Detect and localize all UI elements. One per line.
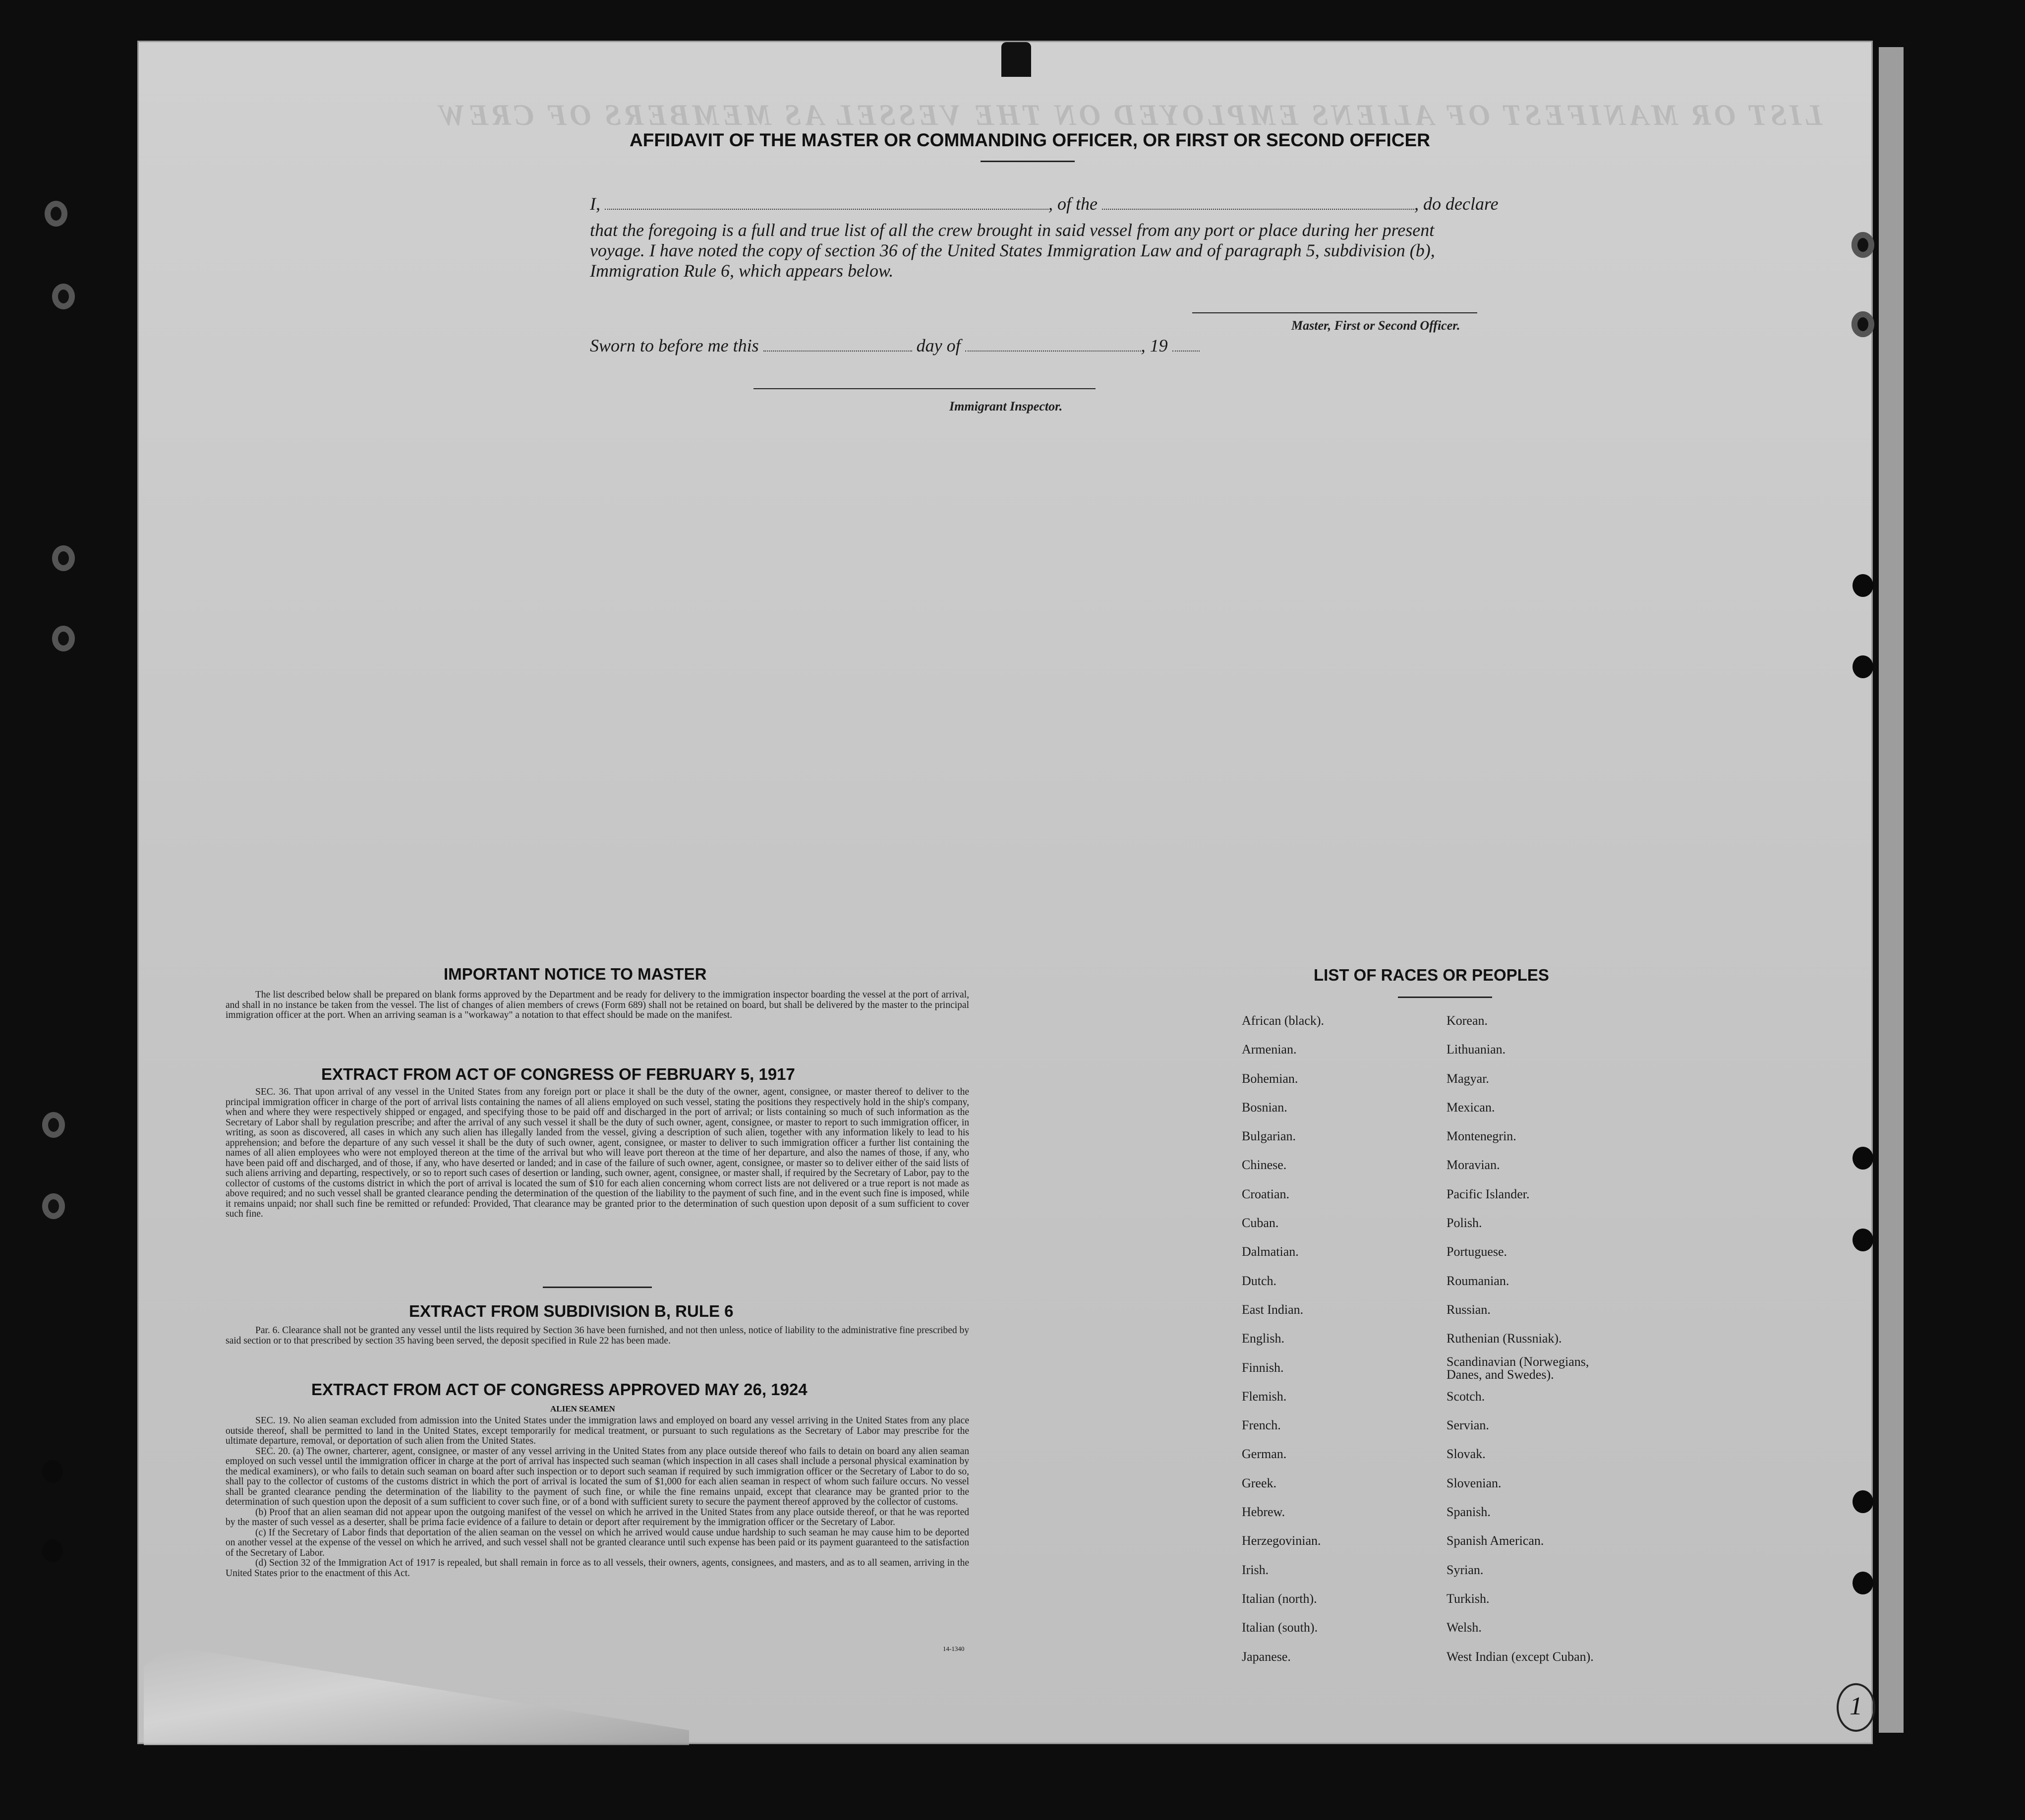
race-entry: French. <box>1242 1418 1281 1433</box>
underlying-sheet-edge <box>1879 47 1904 1733</box>
race-entry: Servian. <box>1446 1418 1489 1433</box>
sec-20b-paragraph: (b) Proof that an alien seaman did not appear upon the outgoing manifest of the vessel on which he arrived in the United States from any place outside thereof, or that he was reported by the master of such vessel as a deserter, shall be prima facie evidence of a failure to detain or deport after requirement by the immigration officer or the Secretary of Labor. <box>226 1507 969 1527</box>
race-entry: Finnish. <box>1242 1360 1284 1375</box>
races-title: LIST OF RACES OR PEOPLES <box>1314 966 1549 984</box>
binder-hole <box>42 1539 63 1562</box>
extract-rule6-text <box>226 1326 969 1346</box>
race-entry: Pacific Islander. <box>1446 1186 1530 1201</box>
extract-1917-text <box>226 1087 969 1220</box>
notice-paragraph: The list described below shall be prepared on blank forms approved by the Department and be ready for delivery to the immigration inspector boarding the vessel at the port of arrival, and shall in no instance be taken from the vessel. The list of changes of alien members of crews (Form 689) shall not be retained on board, but shall be delivered by the master to the principal immigration officer at the port. When an arriving seaman is a "workaway" a notation to that effect should be made on the manifest. <box>226 990 969 1020</box>
sec-20c-paragraph: (c) If the Secretary of Labor finds that deportation of the alien seaman on the vessel on which he arrived would cause undue hardship to such seaman he may cause him to be deported on another vessel at the expense of the vessel on which he arrived, and such vessel shall not be granted clearance until such expense has been paid or its payment guaranteed to the satisfaction of the Secretary of Labor. <box>226 1527 969 1558</box>
race-entry: English. <box>1242 1331 1284 1346</box>
master-signature-line[interactable] <box>1192 312 1477 313</box>
extract-1917-title: EXTRACT FROM ACT OF CONGRESS OF FEBRUARY 5, 1917 <box>321 1065 795 1083</box>
race-entry: Cuban. <box>1242 1216 1279 1231</box>
page-number-mark: 1 <box>1837 1683 1875 1732</box>
extract-rule6-paragraph: Par. 6. Clearance shall not be granted any vessel until the lists required by Section 36 have been furnished, and not then unless, notice of liability to the administrative fine prescribed by said section or to that prescribed by section 35 having been served, the deposit specified in Rule 22 has been made. <box>226 1325 969 1346</box>
race-entry: Greek. <box>1242 1475 1277 1490</box>
affidavit-declare: , do declare <box>1414 194 1499 214</box>
extract-1924-text <box>226 1416 969 1579</box>
notice-text <box>226 990 969 1021</box>
affidavit-of-the: , of the <box>1048 194 1098 214</box>
races-column-1 <box>1242 1006 1324 1671</box>
extract-1917-paragraph: SEC. 36. That upon arrival of any vessel in the United States from any foreign port or place it shall be the duty of the owner, agent, consignee, or master thereof to deliver to the principal immigration officer in charge of the port of arrival lists containing the names of all aliens employed on such vessel, stating the positions they respectively hold in the ship's company, when and where they were respectively shipped or engaged, and specifying those to be paid off and discharged in the port of arrival; or lists containing so much of such information as the Secretary of Labor shall by regulation prescribe; and after the arrival of any such vessel it shall be the duty of such owner, agent, consignee, or master to report to such immigration officer, in writing, as soon as discovered, all cases in which any such alien has illegally landed from the vessel, giving a description of such alien, together with any information likely to lead to his apprehension; and before the departure of any such vessel it shall be the duty of such owner, agent, consignee, or master to deliver to such immigration officer a further list containing the names of all alien employees who were not employed thereon at the time of the arrival but who will leave port thereon at the time of her departure, and also the names of those, if any, who have been paid off and discharged, and of those, if any, who have deserted or landed; and in case of the failure of such owner, agent, consignee, or master so to deliver either of the said lists of such aliens arriving and departing, respectively, or so to report such cases of desertion or landing, such owner, agent, consignee, or master shall, if required by the Secretary of Labor, pay to the collector of customs of the customs district in which the port of arrival is located the sum of $10 for each alien concerning whom correct lists are not delivered or a true report is not made as above required; and no such vessel shall be granted clearance pending the determination of the question of the liability to the payment of such fine, and in the event such fine is imposed, while it remains unpaid; nor shall such fine be remitted or refunded: Provided, That clearance may be granted prior to the determination of such question upon deposit of a sum sufficient to cover such fine. <box>226 1087 969 1219</box>
binder-hole <box>1852 574 1873 597</box>
affidavit-line-1 <box>590 193 1499 214</box>
race-entry: Italian (north). <box>1242 1591 1317 1606</box>
race-entry: West Indian (except Cuban). <box>1446 1649 1594 1664</box>
race-entry: Mexican. <box>1446 1100 1495 1115</box>
race-entry: Bulgarian. <box>1242 1129 1296 1144</box>
race-entry: Hebrew. <box>1242 1505 1285 1520</box>
inspector-label: Immigrant Inspector. <box>949 399 1063 413</box>
race-entry: Flemish. <box>1242 1389 1287 1404</box>
binder-hole <box>1852 1229 1873 1251</box>
binder-hole <box>1852 1147 1873 1170</box>
bleed-through-header: LIST OR MANIFEST OF ALIENS EMPLOYED ON THE VESSEL AS MEMBERS OF CREW <box>436 99 1823 131</box>
race-entry: Dalmatian. <box>1242 1244 1299 1259</box>
sworn-day-blank[interactable] <box>763 351 912 352</box>
binder-hole <box>1851 232 1874 258</box>
race-entry: Bosnian. <box>1242 1100 1287 1115</box>
race-entry: Syrian. <box>1446 1562 1484 1577</box>
race-entry: Irish. <box>1242 1562 1269 1577</box>
sworn-prefix: Sworn to before me this <box>590 336 759 355</box>
binder-hole <box>52 545 75 571</box>
binder-hole <box>1852 655 1873 678</box>
race-entry: Scotch. <box>1446 1389 1485 1404</box>
race-entry: Bohemian. <box>1242 1071 1298 1086</box>
race-entry: Spanish. <box>1446 1505 1491 1520</box>
race-entry: Dutch. <box>1242 1273 1277 1288</box>
race-entry: German. <box>1242 1447 1287 1462</box>
race-entry: Russian. <box>1446 1302 1491 1317</box>
race-entry: Italian (south). <box>1242 1620 1318 1635</box>
races-column-2 <box>1446 1006 1625 1671</box>
affidavit-title: AFFIDAVIT OF THE MASTER OR COMMANDING OFFICER, OR FIRST OR SECOND OFFICER <box>630 130 1430 150</box>
title-rule <box>981 161 1075 162</box>
race-entry: Scandinavian (Norwegians, Danes, and Swedes). <box>1446 1354 1589 1382</box>
affidavit-line-2: that the foregoing is a full and true list of all the crew brought in said vessel from any port or place during her present <box>590 220 1435 240</box>
sworn-line <box>590 335 1200 356</box>
race-entry: Korean. <box>1446 1013 1488 1028</box>
affidavit-line-3: voyage. I have noted the copy of section 36 of the United States Immigration Law and of paragraph 5, subdivision (b), <box>590 240 1435 260</box>
sec-19-paragraph: SEC. 19. No alien seaman excluded from admission into the United States under the immigration laws and employed on board any vessel arriving in the United States from any place outside thereof, shall be permitted to land in the United States, except temporarily for medical treatment, or pursuant to such regulations as the Secretary of Labor may prescribe for the ultimate departure, removal, or deportation of such alien from the United States. <box>226 1415 969 1446</box>
race-entry: Spanish American. <box>1446 1533 1544 1548</box>
race-entry: East Indian. <box>1242 1302 1304 1317</box>
binder-hole <box>52 284 75 309</box>
master-label: Master, First or Second Officer. <box>1291 318 1460 333</box>
race-entry: Portuguese. <box>1446 1244 1507 1259</box>
binder-hole <box>52 626 75 651</box>
sworn-day-of: day of <box>916 336 961 355</box>
binder-hole <box>1852 1572 1873 1594</box>
race-entry: Polish. <box>1446 1216 1482 1231</box>
sworn-year: , 19 <box>1141 336 1168 355</box>
binder-hole <box>1852 1490 1873 1513</box>
section-divider <box>543 1287 652 1288</box>
race-entry: Welsh. <box>1446 1620 1482 1635</box>
race-entry: Magyar. <box>1446 1071 1489 1086</box>
binder-hole <box>42 1112 65 1138</box>
race-entry: Slovenian. <box>1446 1475 1502 1490</box>
race-entry: Japanese. <box>1242 1649 1291 1664</box>
binder-hole <box>1851 311 1874 337</box>
race-entry: Herzegovinian. <box>1242 1533 1321 1548</box>
race-entry: Turkish. <box>1446 1591 1490 1606</box>
sworn-month-blank[interactable] <box>965 351 1141 352</box>
race-entry: African (black). <box>1242 1013 1325 1028</box>
race-entry: Armenian. <box>1242 1042 1297 1057</box>
race-entry: Montenegrin. <box>1446 1129 1516 1144</box>
affidavit-i: I, <box>590 194 600 214</box>
race-entry: Chinese. <box>1242 1158 1287 1173</box>
inspector-signature-line[interactable] <box>753 388 1096 389</box>
master-name-blank[interactable] <box>605 209 1048 210</box>
race-entry: Ruthenian (Russniak). <box>1446 1331 1562 1346</box>
binder-hole <box>42 1193 65 1219</box>
binder-clip <box>1001 42 1031 77</box>
binder-hole <box>42 1460 63 1483</box>
affidavit-line-4: Immigration Rule 6, which appears below. <box>590 261 894 281</box>
race-entry: Croatian. <box>1242 1186 1290 1201</box>
race-entry: Moravian. <box>1446 1158 1500 1173</box>
notice-title: IMPORTANT NOTICE TO MASTER <box>444 965 707 983</box>
race-entry: Lithuanian. <box>1446 1042 1506 1057</box>
race-entry: Roumanian. <box>1446 1273 1509 1288</box>
vessel-name-blank[interactable] <box>1102 209 1414 210</box>
extract-rule6-title: EXTRACT FROM SUBDIVISION B, RULE 6 <box>409 1302 734 1320</box>
form-number: 14-1340 <box>943 1645 965 1652</box>
race-entry: Slovak. <box>1446 1447 1486 1462</box>
sec-20a-paragraph: SEC. 20. (a) The owner, charterer, agent, consignee, or master of any vessel arriving in the United States from any place outside thereof who fails to detain on board any alien seaman employed on such vessel until the immigration officer in charge at the port of arrival has inspected such seaman (which inspection in all cases shall include a personal physical examination by the medical examiners), or who fails to detain such seaman on board after such inspection or to deport such seaman if required by such immigration officer or the Secretary of Labor to do so, shall pay to the collector of customs of the customs district in which the port of arrival is located the sum of $1,000 for each alien seaman in respect of whom such failure occurs. No vessel shall be granted clearance pending the determination of the liability to the payment of such fine, or while the fine remains unpaid, except that clearance may be granted prior to the determination of such question upon the deposit of a sum sufficient to cover such fine, or of a bond with sufficient surety to secure the payment thereof approved by the collector of customs. <box>226 1446 969 1507</box>
sworn-year-blank[interactable] <box>1172 351 1200 352</box>
sec-20d-paragraph: (d) Section 32 of the Immigration Act of 1917 is repealed, but shall remain in force as to all vessels, their owners, agents, consignees, and masters, and as to all seamen, arriving in the United States prior to the enactment of this Act. <box>226 1558 969 1579</box>
extract-1924-subtitle: ALIEN SEAMEN <box>550 1404 615 1413</box>
extract-1924-title: EXTRACT FROM ACT OF CONGRESS APPROVED MAY 26, 1924 <box>311 1380 808 1399</box>
races-title-rule <box>1398 997 1492 998</box>
binder-hole <box>45 201 67 227</box>
